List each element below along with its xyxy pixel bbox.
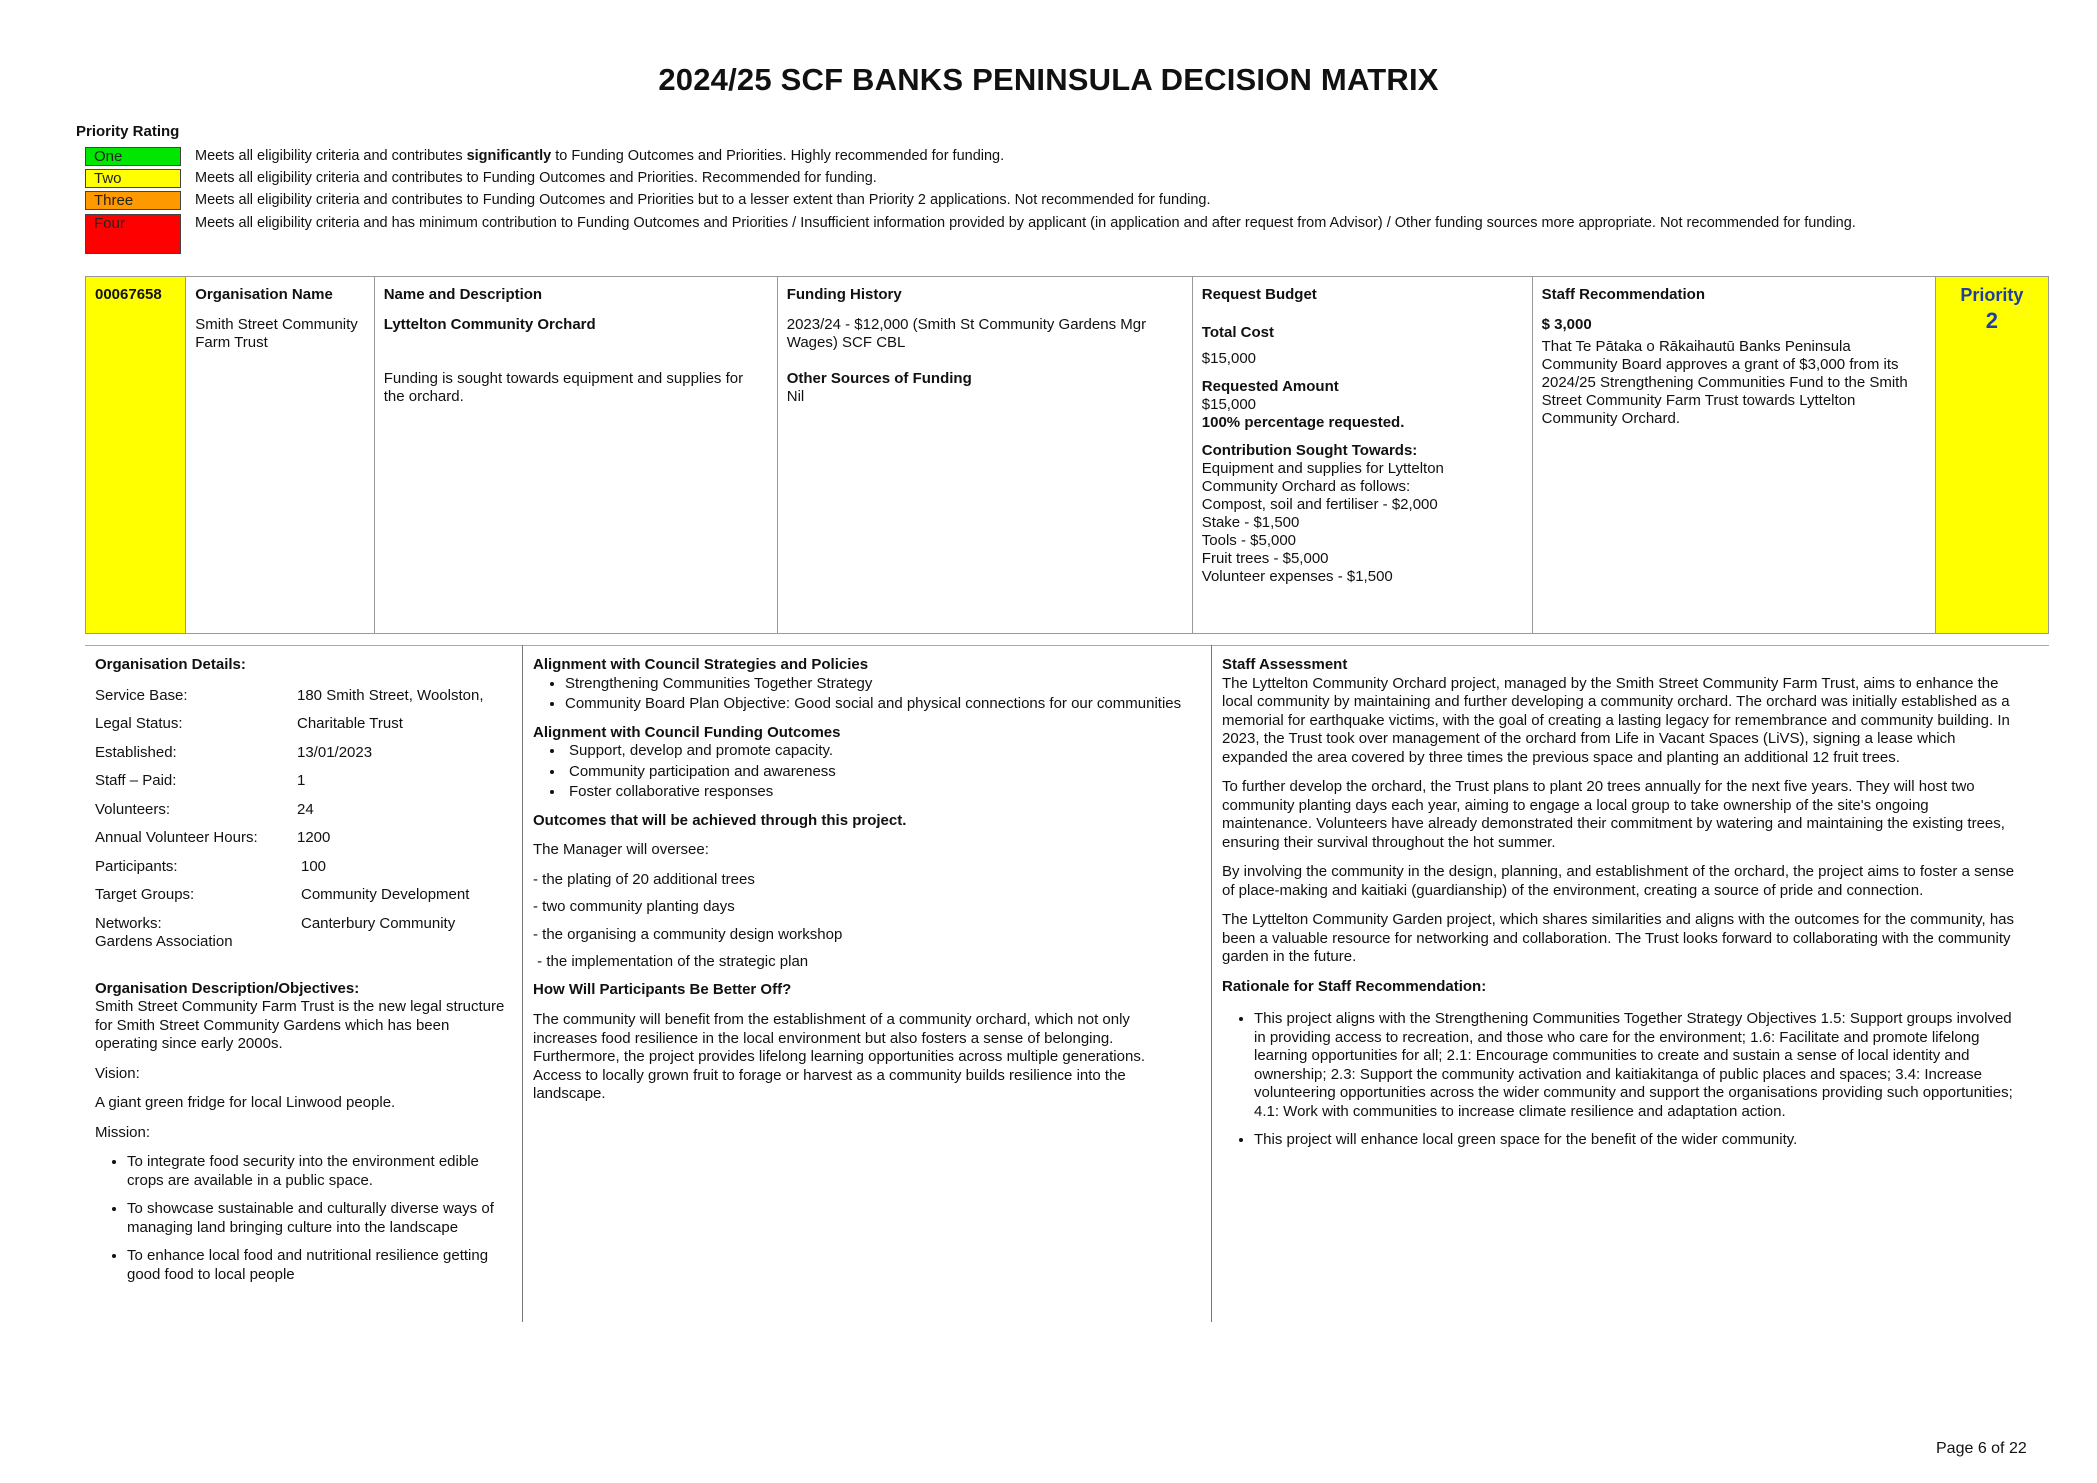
funding-outcomes-heading: Alignment with Council Funding Outcomes xyxy=(533,723,841,741)
organisation-cell xyxy=(186,277,374,634)
org-detail-value: 1200 xyxy=(297,829,331,846)
assessment-paragraph: The Lyttelton Community Orchard project, managed by the Smith Street Community Farm Trust, aims to enhance the local community by maintaining and further developing a community orchard. The orchard was initially established as a memorial for earthquake victims, with the goal of creating a lasting legacy for remembrance and community building. In 2023, the Trust took over management of the orchard from Life in Vacant Spaces (LiVS), signing a lease which expanded the area covered by three times the previous space and planting an additional 12 fruit trees. xyxy=(1222,674,2010,766)
better-off-heading: How Will Participants Be Better Off? xyxy=(533,980,792,998)
networks-value: Canterbury Community xyxy=(301,914,456,932)
strategies-heading: Alignment with Council Strategies and Policies xyxy=(533,656,869,673)
priority-swatch: Three xyxy=(85,191,181,210)
request-budget-cell xyxy=(1192,277,1532,634)
strategy-item: • Community Board Plan Objective: Good social and physical connections for our communities xyxy=(565,695,1193,714)
application-id-cell xyxy=(86,277,186,634)
org-detail-row xyxy=(95,772,515,791)
assessment-paragraphs xyxy=(1222,675,2022,967)
page-number: Page 6 of 22 xyxy=(1936,1440,2027,1457)
priority-legend-row xyxy=(85,147,2035,166)
priority-legend-row xyxy=(85,214,2035,254)
org-detail-value: 13/01/2023 xyxy=(297,743,373,761)
org-detail-value: 24 xyxy=(297,800,314,818)
org-description-heading: Organisation Description/Objectives: xyxy=(95,979,360,997)
recommended-amount: $ 3,000 xyxy=(1541,316,1592,333)
alignment-section xyxy=(533,656,1193,1104)
org-detail-row xyxy=(95,801,515,820)
staff-assessment-heading: Staff Assessment xyxy=(1222,656,1348,673)
org-details-list xyxy=(95,687,515,905)
staff-assessment-section xyxy=(1222,656,2022,1160)
achieved-item: - two community planting days xyxy=(533,898,735,915)
org-detail-label: Target Groups: xyxy=(95,886,195,903)
priority-description xyxy=(195,214,2035,232)
requested-amount-label: Requested Amount xyxy=(1201,378,1339,395)
funding-outcome-item: • Foster collaborative responses xyxy=(565,783,1193,802)
contribution-item: Volunteer expenses - $1,500 xyxy=(1201,568,1393,585)
priority-description-text: Meets all eligibility criteria and contributes to Funding Outcomes and Priorities but to a lesser extent than Priority 2 applications. Not recommended for funding. xyxy=(195,192,1211,208)
org-detail-label: Volunteers: xyxy=(95,800,171,818)
org-detail-label: Service Base: xyxy=(95,686,188,704)
org-detail-label: Established: xyxy=(95,743,177,761)
rationale-item: • This project aligns with the Strengthening Communities Together Strategy Objectives 1.5: Support groups involved in providing access to recreation, and those who care for the environment; 1.6: Facilitate and promote lifelong learning opportunities for all; 2.1: Encourage communities to create and sustain a sense of local identity and ownership; 2.3: Support the community activation and kaitiakitanga of public places and spaces; 3.4: Increase volunteering opportunities across the wider community and support the organisations providing such opportunities; 4.1: Work with communities to increase climate resilience and adaptation action. xyxy=(1254,1010,2022,1121)
priority-description xyxy=(195,147,2035,165)
org-detail-row xyxy=(95,886,515,905)
priority-rating-heading: Priority Rating xyxy=(76,123,180,140)
project-cell xyxy=(374,277,777,634)
priority-value: 2 xyxy=(1985,308,1998,333)
total-cost: $15,000 xyxy=(1201,350,1257,367)
org-detail-row xyxy=(95,829,515,848)
org-detail-label: Participants: xyxy=(95,857,178,875)
mission-item: • To integrate food security into the environment edible crops are available in a public space. xyxy=(127,1153,515,1190)
vision-label: Vision: xyxy=(95,1064,140,1082)
org-detail-value: 1 xyxy=(297,772,306,789)
section-divider xyxy=(85,645,2049,646)
org-detail-value: 180 Smith Street, Woolston, xyxy=(297,686,484,704)
funding-history-header: Funding History xyxy=(786,286,902,303)
project-name: Lyttelton Community Orchard xyxy=(383,316,596,333)
priority-cell xyxy=(1935,277,2048,634)
org-detail-row xyxy=(95,687,515,706)
recommendation-text: That Te Pātaka o Rākaihautū Banks Peninsula Community Board approves a grant of $3,000 from its 2024/25 Strengthening Communities Fund to the Smith Street Community Farm Trust towards Lyttelton Community Orchard. xyxy=(1541,338,1908,427)
achieved-list xyxy=(533,871,1193,972)
achieved-item: - the organising a community design workshop xyxy=(533,925,843,943)
better-off-text: The community will benefit from the establishment of a community orchard, which not only increases food resilience in the local environment but also fosters a sense of belonging. Furthermore, the project provides lifelong learning opportunities across multiple generations. Access to locally grown fruit to forage or harvest as a community builds resilience into the landscape. xyxy=(533,1011,1145,1102)
org-detail-row xyxy=(95,858,515,877)
other-sources-label: Other Sources of Funding xyxy=(786,370,972,387)
funding-outcomes-list xyxy=(533,742,1193,802)
staff-recommendation-header: Staff Recommendation xyxy=(1541,286,1705,303)
achieved-heading: Outcomes that will be achieved through this project. xyxy=(533,811,907,829)
manager-text: The Manager will oversee: xyxy=(533,841,709,858)
page-title: 2024/25 SCF BANKS PENINSULA DECISION MATRIX xyxy=(658,62,1439,97)
priority-legend-row xyxy=(85,191,2035,210)
priority-description-text: to Funding Outcomes and Priorities. Highly recommended for funding. xyxy=(551,148,1005,164)
application-id: 00067658 xyxy=(95,286,162,303)
project-description: Funding is sought towards equipment and supplies for the orchard. xyxy=(383,370,744,405)
assessment-paragraph: By involving the community in the design, planning, and establishment of the orchard, the project aims to foster a sense of place-making and kaitiaki (guardianship) of the environment, creating a source of pride and connection. xyxy=(1222,863,2015,899)
org-detail-label: Annual Volunteer Hours: xyxy=(95,829,258,846)
mission-item: • To enhance local food and nutritional resilience getting good food to local people xyxy=(127,1247,515,1284)
vision-text: A giant green fridge for local Linwood people. xyxy=(95,1094,396,1111)
strategy-item: • Strengthening Communities Together Strategy xyxy=(565,675,1193,694)
mission-label: Mission: xyxy=(95,1123,151,1141)
achieved-item: - the implementation of the strategic plan xyxy=(533,953,809,970)
mission-item: • To showcase sustainable and culturally diverse ways of managing land bringing culture into the landscape xyxy=(127,1200,515,1237)
decision-matrix-table xyxy=(85,276,2049,634)
networks-label: Networks: xyxy=(95,914,162,932)
priority-description xyxy=(195,169,2035,187)
contribution-item: Tools - $5,000 xyxy=(1201,532,1297,549)
org-name-header: Organisation Name xyxy=(195,286,333,303)
org-name: Smith Street Community Farm Trust xyxy=(195,316,358,351)
org-detail-row xyxy=(95,744,515,763)
priority-swatch: One xyxy=(85,147,181,166)
total-cost-label: Total Cost xyxy=(1201,324,1274,341)
org-detail-label: Legal Status: xyxy=(95,715,183,732)
contribution-item: Stake - $1,500 xyxy=(1201,514,1300,531)
org-detail-value: Charitable Trust xyxy=(297,715,403,732)
org-details-heading: Organisation Details: xyxy=(95,656,246,673)
organisation-details-section xyxy=(95,656,515,1294)
column-divider-2 xyxy=(1211,645,1212,1322)
contribution-label: Contribution Sought Towards: xyxy=(1201,442,1418,459)
funding-history: 2023/24 - $12,000 (Smith St Community Gardens Mgr Wages) SCF CBL xyxy=(786,316,1147,351)
priority-swatch: Two xyxy=(85,169,181,188)
priority-swatch: Four xyxy=(85,214,181,254)
assessment-paragraph: To further develop the orchard, the Trust plans to plant 20 trees annually for the next five years. They will host two community planting days each year, aiming to engage a local group to take ownership of the site's ongoing maintenance. Volunteers have already demonstrated their commitment by watering and maintaining the existing trees, ensuring their survival throughout the hot summer. xyxy=(1222,778,2005,851)
assessment-paragraph: The Lyttelton Community Garden project, which shares similarities and aligns with the outcomes for the community, has been a valuable resource for networking and collaboration. The Trust looks forward to collaborating with the community garden in the future. xyxy=(1222,911,2015,965)
contribution-item: Equipment and supplies for Lyttelton Community Orchard as follows: xyxy=(1201,460,1444,495)
funding-outcome-item: • Support, develop and promote capacity. xyxy=(565,742,1193,761)
rationale-heading: Rationale for Staff Recommendation: xyxy=(1222,977,1487,995)
strategies-list xyxy=(533,675,1193,714)
priority-legend-row xyxy=(85,169,2035,188)
request-budget-header: Request Budget xyxy=(1201,286,1317,303)
percentage-requested: 100% percentage requested. xyxy=(1201,414,1405,431)
priority-description-text: Meets all eligibility criteria and contributes to Funding Outcomes and Priorities. Recommended for funding. xyxy=(195,170,877,186)
priority-description-text: Meets all eligibility criteria and has minimum contribution to Funding Outcomes and Priorities / Insufficient information provided by applicant (in application and after request from Advisor) / Other funding sources more appropriate. Not recommended for funding. xyxy=(195,215,1856,231)
funding-outcome-item: • Community participation and awareness xyxy=(565,763,1193,782)
requested-amount: $15,000 xyxy=(1201,396,1257,413)
networks-continued: Gardens Association xyxy=(95,933,233,950)
other-sources: Nil xyxy=(786,388,805,405)
org-detail-value: Community Development xyxy=(301,886,470,903)
priority-header: Priority xyxy=(1960,285,2024,305)
priority-description-emphasis: significantly xyxy=(466,148,552,164)
org-detail-row xyxy=(95,715,515,734)
org-detail-value: 100 xyxy=(301,857,327,875)
name-description-header: Name and Description xyxy=(383,286,543,303)
priority-description xyxy=(195,191,2035,209)
rationale-item: • This project will enhance local green space for the benefit of the wider community. xyxy=(1254,1131,2022,1150)
networks-row xyxy=(95,915,515,934)
org-description: Smith Street Community Farm Trust is the new legal structure for Smith Street Community Gardens which has been operating since early 2000s. xyxy=(95,998,505,1052)
contribution-item: Fruit trees - $5,000 xyxy=(1201,550,1329,567)
achieved-item: - the plating of 20 additional trees xyxy=(533,870,755,888)
rationale-list xyxy=(1222,1010,2022,1150)
mission-list xyxy=(95,1153,515,1284)
contribution-item: Compost, soil and fertiliser - $2,000 xyxy=(1201,496,1438,513)
priority-description-text: Meets all eligibility criteria and contributes xyxy=(195,148,467,164)
column-divider-1 xyxy=(522,645,523,1322)
contribution-list xyxy=(1202,460,1523,586)
staff-recommendation-cell xyxy=(1532,277,1935,634)
org-detail-label: Staff – Paid: xyxy=(95,772,177,789)
funding-history-cell xyxy=(777,277,1192,634)
